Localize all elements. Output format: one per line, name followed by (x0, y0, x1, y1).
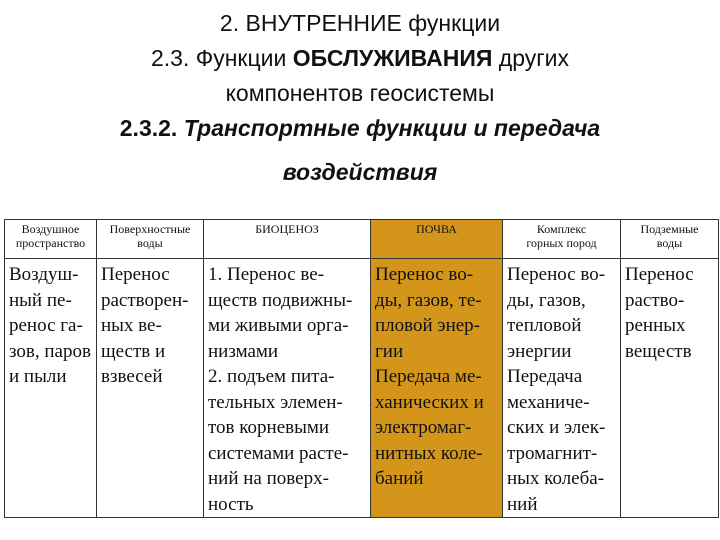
title-line-4-number: 2.3.2. (119, 115, 184, 141)
cell-air-space: Воздуш- ный пе- ренос га- зов, паров и пыли (5, 259, 97, 518)
title-line-1: 2. ВНУТРЕННИЕ функции (219, 10, 501, 36)
title-line-4-text: Транспортные функции и передача (183, 115, 601, 141)
title-line-2-bold: ОБСЛУЖИВАНИЯ (292, 45, 493, 71)
cell-surface-water: Перенос растворен- ных ве- ществ и взвесей (97, 259, 204, 518)
cell-rock-complex: Перенос во- ды, газов, тепловой энергии Передача механиче- ских и элек- тромагнит- ных колеба- ний (503, 259, 621, 518)
title-line-4 (0, 111, 720, 146)
header-surface-water: Поверхностные воды (97, 220, 204, 259)
header-rock-complex: Комплекс горных пород (503, 220, 621, 259)
table-row (5, 259, 719, 518)
header-groundwater: Подземные воды (621, 220, 719, 259)
functions-table (4, 219, 719, 518)
slide-title (0, 6, 720, 190)
cell-soil: Перенос во- ды, газов, те- пловой энер- гии Передача ме- ханических и электромаг- нитных коле- баний (371, 259, 503, 518)
title-line-2-suffix: других (492, 45, 570, 71)
header-air-space: Воздушное пространство (5, 220, 97, 259)
cell-groundwater: Перенос раство- ренных веществ (621, 259, 719, 518)
header-biocenosis: БИОЦЕНОЗ (204, 220, 371, 259)
cell-biocenosis: 1. Перенос ве- ществ подвижны- ми живыми орга- низмами 2. подъем пита- тельных элемен- тов корневыми системами расте- ний на поверх- ность (204, 259, 371, 518)
header-soil: ПОЧВА (371, 220, 503, 259)
title-line-2 (0, 41, 720, 76)
table-header-row (5, 220, 719, 259)
title-line-3: компонентов геосистемы (225, 80, 495, 106)
title-line-5: воздействия (282, 159, 438, 185)
title-line-2-prefix: 2.3. Функции (150, 45, 293, 71)
